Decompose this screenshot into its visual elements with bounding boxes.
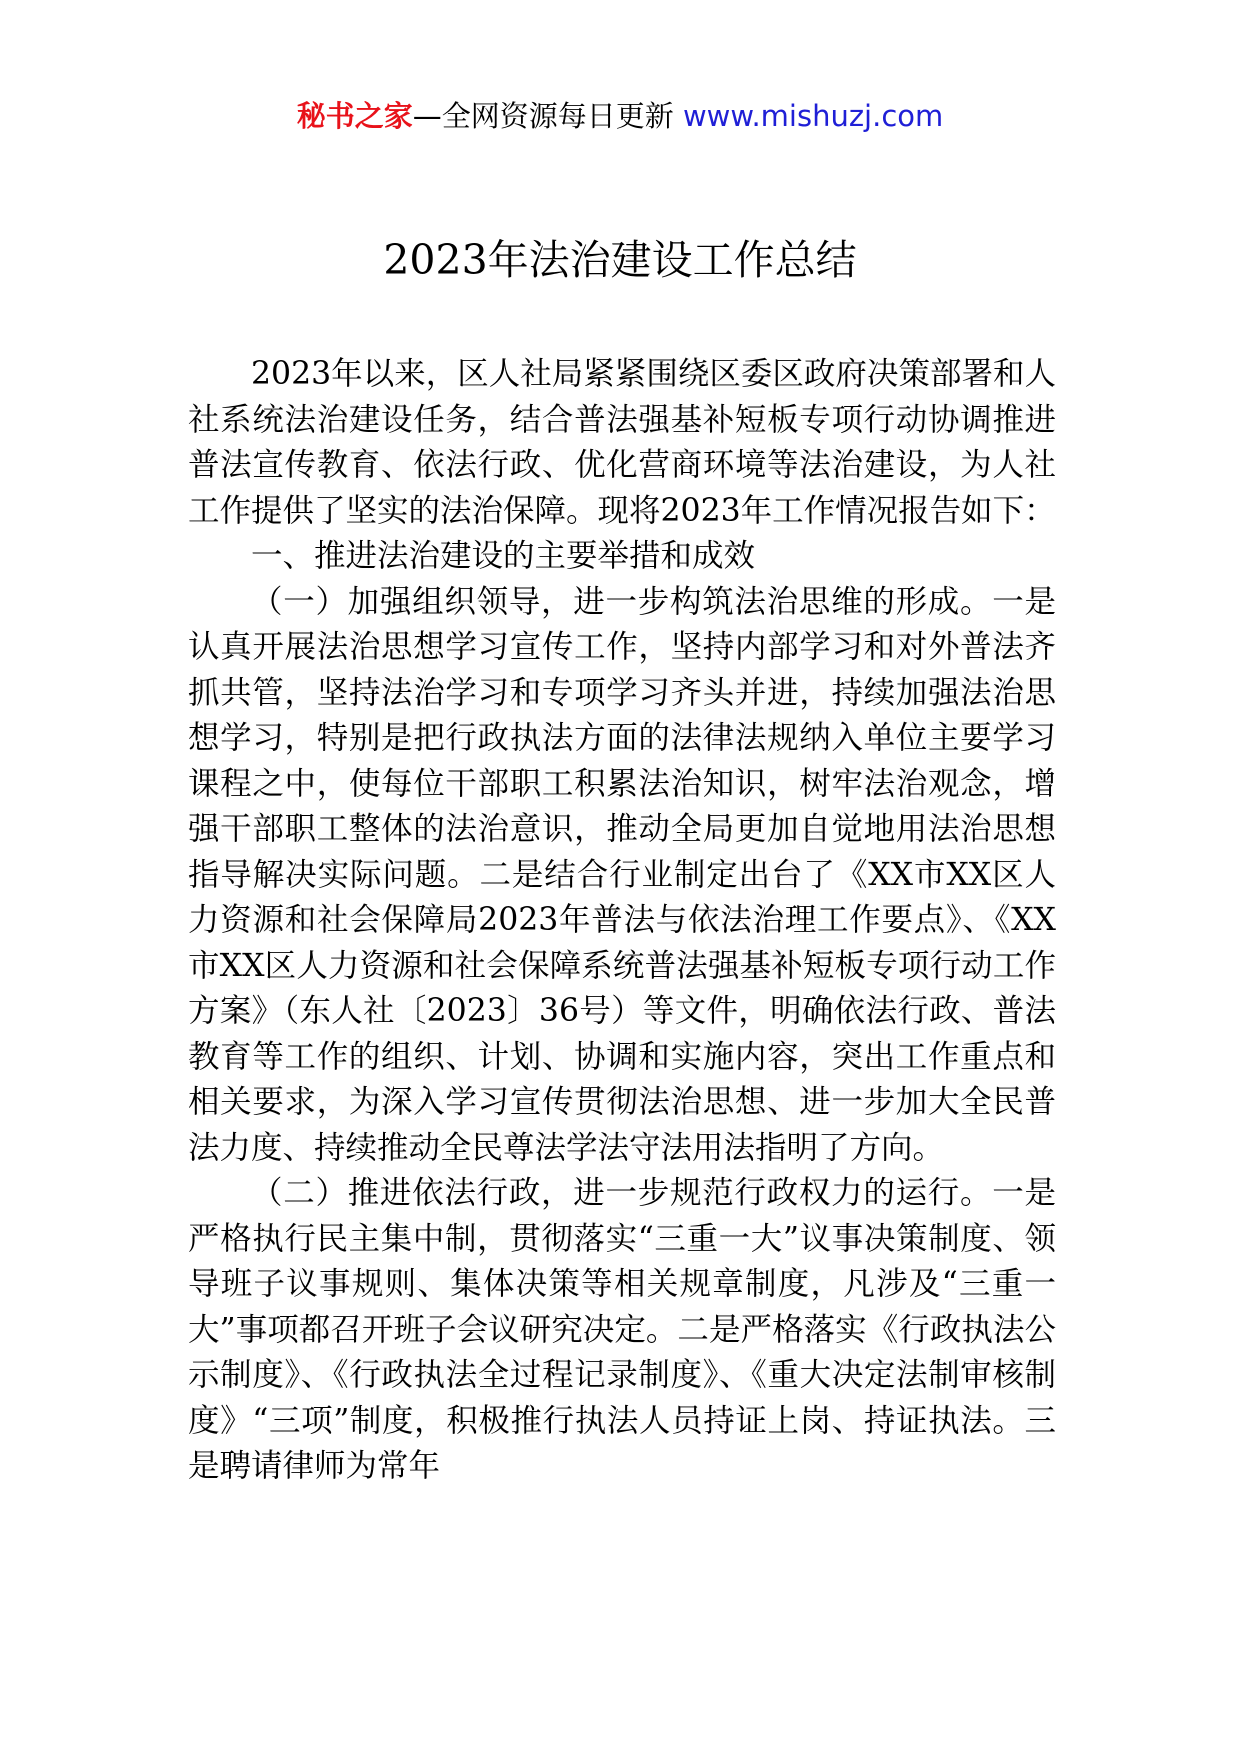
brand-name: 秘书之家: [296, 99, 413, 133]
intro-paragraph: 2023年以来，区人社局紧紧围绕区委区政府决策部署和人社系统法治建设任务，结合普法强基补短板专项行动协调推进普法宣传教育、依法行政、优化营商环境等法治建设，为人社工作提供了坚实的法治保障。现将2023年工作情况报告如下：: [188, 356, 1056, 529]
site-header: [0, 96, 1240, 136]
document-body: [188, 352, 1056, 1490]
section-heading: 一、推进法治建设的主要举措和成效: [251, 538, 756, 574]
document-title: 2023年法治建设工作总结: [383, 236, 857, 284]
site-url-link[interactable]: www.mishuzj.com: [682, 99, 944, 133]
subsection-paragraph-1: （一）加强组织领导，进一步构筑法治思维的形成。一是认真开展法治思想学习宣传工作，坚持内部学习和对外普法齐抓共管，坚持法治学习和专项学习齐头并进，持续加强法治思想学习，特别是把行政执法方面的法律法规纳入单位主要学习课程之中，使每位干部职工积累法治知识，树牢法治观念，增强干部职工整体的法治意识，推动全局更加自觉地用法治思想指导解决实际问题。二是结合行业制定出台了《XX市XX区人力资源和社会保障局2023年普法与依法治理工作要点》、《XX市XX区人力资源和社会保障系统普法强基补短板专项行动工作方案》（东人社〔2023〕36号）等文件，明确依法行政、普法教育等工作的组织、计划、协调和实施内容，突出工作重点和相关要求，为深入学习宣传贯彻法治思想、进一步加大全民普法力度、持续推动全民尊法学法守法用法指明了方向。: [188, 583, 1056, 1166]
subsection-paragraph-2: （二）推进依法行政，进一步规范行政权力的运行。一是严格执行民主集中制，贯彻落实“三重一大”议事决策制度、领导班子议事规则、集体决策等相关规章制度，凡涉及“三重一大”事项都召开班子会议研究决定。二是严格落实《行政执法公示制度》、《行政执法全过程记录制度》、《重大决定法制审核制度》“三项”制度，积极推行执法人员持证上岗、持证执法。三是聘请律师为常年: [188, 1175, 1056, 1484]
header-tagline: —全网资源每日更新: [412, 99, 683, 133]
